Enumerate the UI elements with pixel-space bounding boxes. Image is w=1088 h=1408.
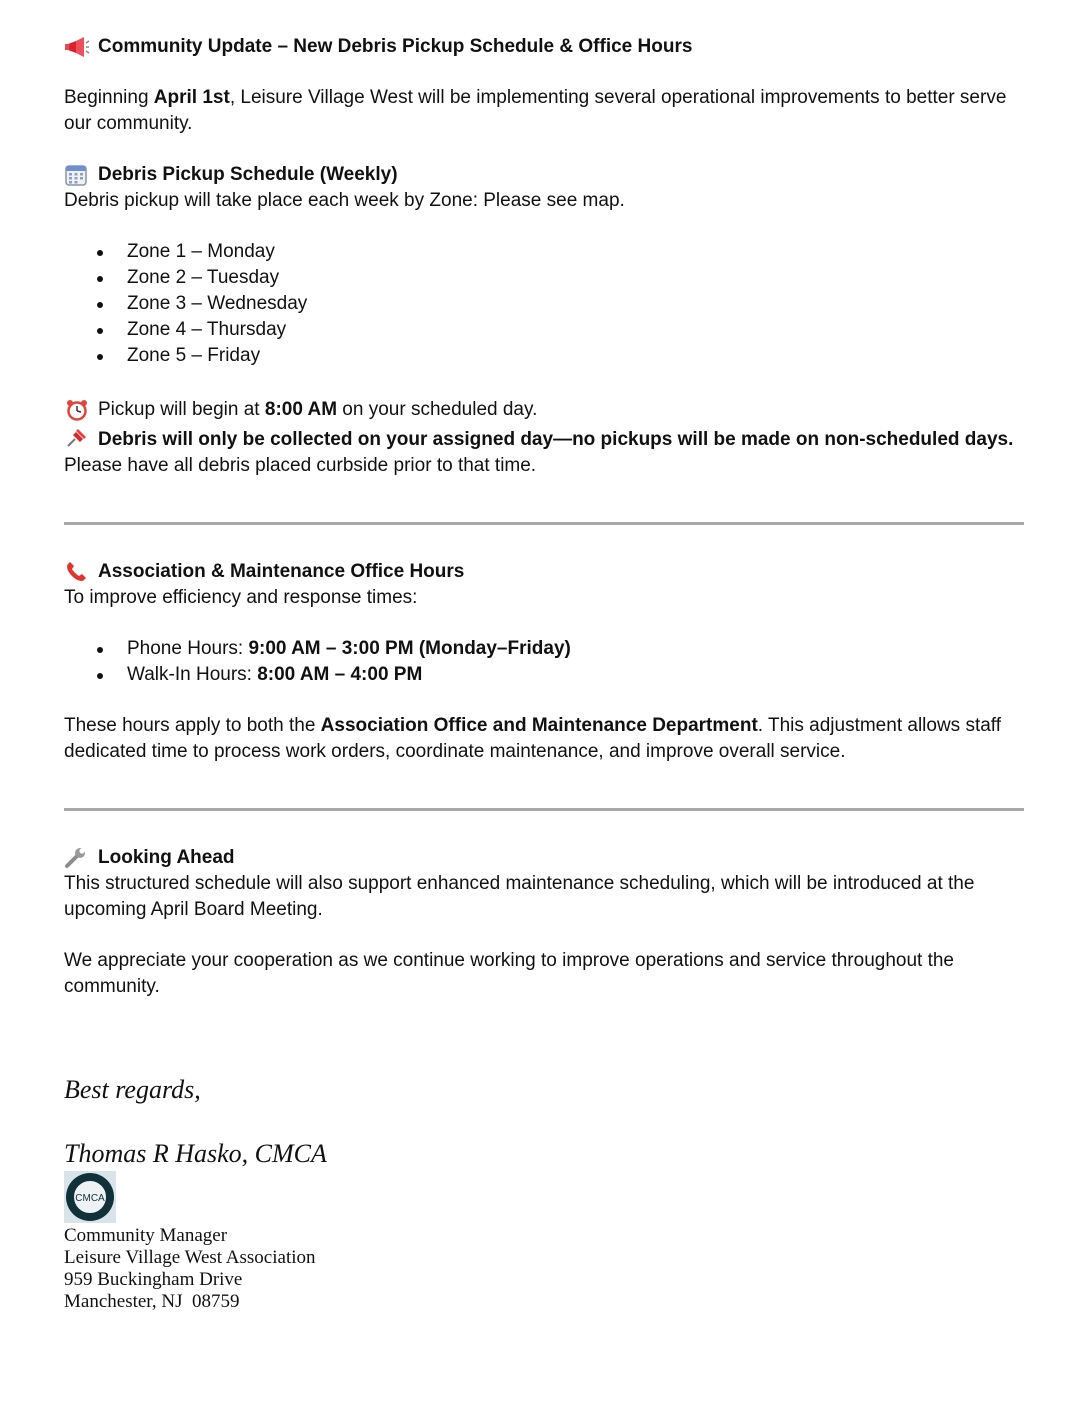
office-note: These hours apply to both the Association Office and Maintenance Department. This adjustment allows staff dedicated time to process work orders, coordinate maintenance, and improve overall service. bbox=[64, 715, 1002, 762]
ahead-section-heading bbox=[64, 845, 1024, 871]
ahead-text: This structured schedule will also support enhanced maintenance scheduling, which will be introduced at the upcoming April Board Meeting. bbox=[64, 873, 975, 920]
cmca-badge-text: CMCA bbox=[75, 1193, 105, 1204]
closing: Best regards, bbox=[64, 1075, 201, 1104]
office-section-heading bbox=[64, 559, 1024, 585]
list-item: Zone 3 – Wednesday bbox=[64, 291, 1024, 317]
phone-hours-value: 9:00 AM – 3:00 PM (Monday–Friday) bbox=[248, 638, 571, 659]
pushpin-icon bbox=[64, 426, 90, 448]
document-page bbox=[64, 34, 1024, 1313]
debris-section-title: Debris Pickup Schedule (Weekly) bbox=[98, 164, 398, 185]
list-item: Zone 5 – Friday bbox=[64, 343, 1024, 369]
signature-city: Manchester, NJ 08759 bbox=[64, 1291, 240, 1312]
intro-paragraph: Beginning April 1st, Leisure Village West will be implementing several operational improvements to better serve our community. bbox=[64, 87, 1007, 134]
signature-org: Leisure Village West Association bbox=[64, 1247, 316, 1268]
office-description: To improve efficiency and response times: bbox=[64, 587, 418, 608]
pickup-notice-text: Debris will only be collected on your assigned day—no pickups will be made on non-scheduled days. bbox=[98, 429, 1014, 450]
list-item: Walk-In Hours: 8:00 AM – 4:00 PM bbox=[64, 662, 1024, 688]
office-hours-list bbox=[64, 636, 1024, 688]
list-item: Zone 1 – Monday bbox=[64, 239, 1024, 265]
signature-title: Community Manager bbox=[64, 1225, 228, 1246]
office-section-title: Association & Maintenance Office Hours bbox=[98, 561, 465, 582]
signature-street: 959 Buckingham Drive bbox=[64, 1269, 243, 1290]
megaphone-icon bbox=[64, 36, 90, 58]
thanks-paragraph: We appreciate your cooperation as we continue working to improve operations and service throughout the community. bbox=[64, 950, 955, 997]
ahead-section-title: Looking Ahead bbox=[98, 847, 235, 868]
list-item: Phone Hours: 9:00 AM – 3:00 PM (Monday–Friday) bbox=[64, 636, 1024, 662]
list-item: Zone 4 – Thursday bbox=[64, 317, 1024, 343]
zone-list bbox=[64, 239, 1024, 369]
alarm-clock-icon bbox=[64, 399, 90, 421]
signature-block bbox=[64, 1225, 1024, 1313]
list-item: Zone 2 – Tuesday bbox=[64, 265, 1024, 291]
debris-description: Debris pickup will take place each week by Zone: Please see map. bbox=[64, 190, 625, 211]
walkin-hours-value: 8:00 AM – 4:00 PM bbox=[257, 664, 423, 685]
curbside-note: Please have all debris placed curbside prior to that time. bbox=[64, 455, 537, 476]
calendar-icon bbox=[64, 164, 90, 186]
wrench-icon bbox=[64, 847, 90, 869]
pickup-notice bbox=[64, 426, 1024, 453]
cmca-badge bbox=[64, 1171, 116, 1223]
telephone-icon bbox=[64, 561, 90, 583]
debris-section-heading bbox=[64, 162, 1024, 188]
pickup-time-line: Pickup will begin at 8:00 AM on your scheduled day. bbox=[64, 397, 1024, 423]
pickup-time: 8:00 AM bbox=[264, 399, 338, 420]
start-date: April 1st bbox=[153, 87, 230, 108]
page-title: Community Update – New Debris Pickup Schedule & Office Hours bbox=[98, 36, 693, 57]
page-heading bbox=[64, 34, 1024, 60]
signature-name: Thomas R Hasko, CMCA bbox=[64, 1139, 327, 1168]
